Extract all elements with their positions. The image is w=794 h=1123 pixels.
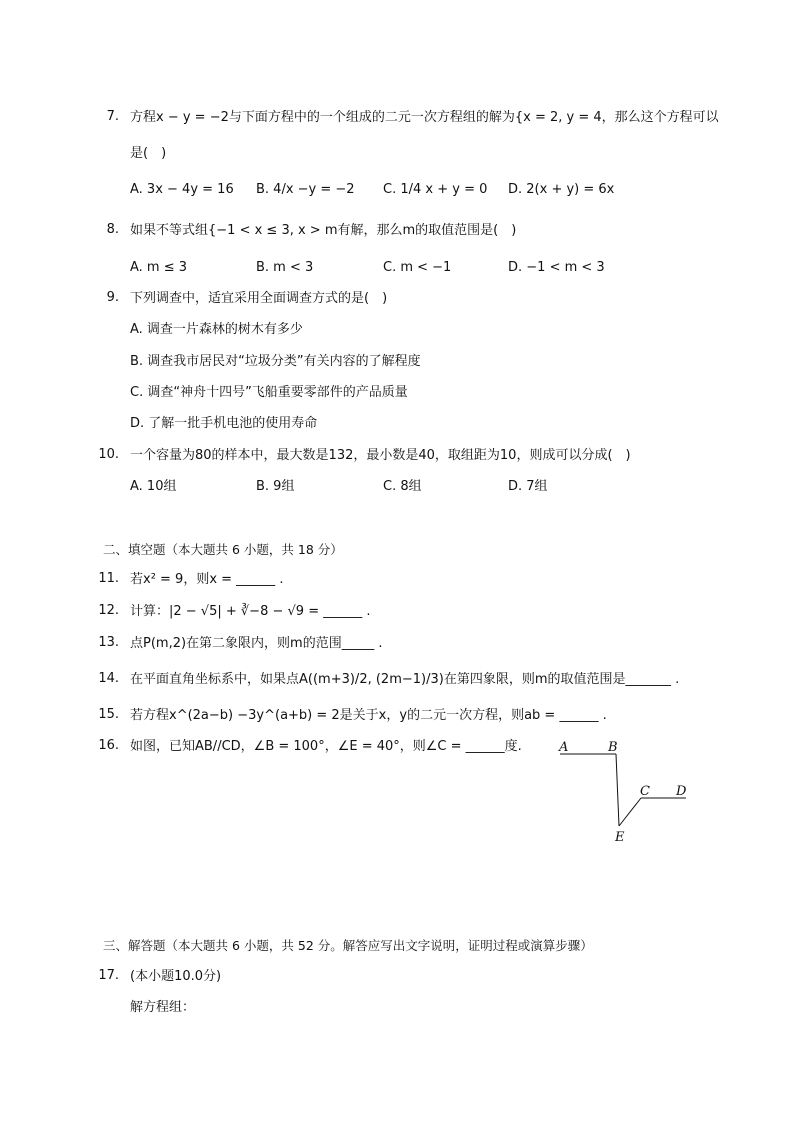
option-a: A. 10组 <box>130 479 177 494</box>
option-d: D. 7组 <box>508 479 548 494</box>
section-heading-solution: 三、解答题（本大题共 6 小题，共 52 分。解答应写出文字说明，证明过程或演算步骤） <box>103 938 593 953</box>
option-d: D. 了解一批手机电池的使用寿命 <box>130 416 318 431</box>
question-number: 12. <box>98 603 119 618</box>
option-b: B. 调查我市居民对“垃圾分类”有关内容的了解程度 <box>130 354 421 369</box>
label-a: A <box>559 740 569 755</box>
question-text: 点P(m,2)在第二象限内，则m的范围_____ . <box>130 636 383 651</box>
label-b: B <box>608 740 618 755</box>
option-d: D. −1 < m < 3 <box>508 260 605 275</box>
question-number: 7. <box>106 109 119 124</box>
option-c: C. m < −1 <box>383 260 452 275</box>
option-b: B. 4/x −y = −2 <box>256 182 355 197</box>
label-e: E <box>615 830 625 845</box>
question-number: 15. <box>98 707 119 722</box>
question-text: 下列调查中，适宜采用全面调查方式的是( ) <box>130 291 388 306</box>
question-number: 11. <box>98 571 119 586</box>
geometry-diagram <box>550 732 700 847</box>
option-c: C. 8组 <box>383 479 422 494</box>
option-a: A. m ≤ 3 <box>130 260 188 275</box>
question-text-continued: 是( ) <box>130 146 167 161</box>
segment-be <box>616 754 619 826</box>
option-c: C. 1/4 x + y = 0 <box>383 182 488 197</box>
question-number: 14. <box>98 671 119 686</box>
question-text: 若x² = 9，则x = ______ . <box>130 572 284 587</box>
question-number: 16. <box>98 738 119 753</box>
option-a: A. 3x − 4y = 16 <box>130 182 234 197</box>
question-number: 9. <box>106 290 119 305</box>
segment-ec <box>619 798 641 826</box>
question-text: 若方程x^(2a−b) −3y^(a+b) = 2是关于x，y的二元一次方程，则ab = ______ . <box>130 708 607 723</box>
label-d: D <box>676 784 687 799</box>
question-text: 计算：|2 − √5| + ∛−8 − √9 = ______ . <box>130 604 371 619</box>
question-number: 10. <box>98 447 119 462</box>
option-c: C. 调查“神舟十四号”飞船重要零部件的产品质量 <box>130 385 408 400</box>
question-number: 13. <box>98 635 119 650</box>
question-text: 在平面直角坐标系中，如果点A((m+3)/2, (2m−1)/3)在第四象限，则m的取值范围是_______ . <box>130 672 680 687</box>
option-d: D. 2(x + y) = 6x <box>508 182 615 197</box>
question-text: 如图，已知AB//CD，∠B = 100°，∠E = 40°，则∠C = ______度. <box>130 739 522 754</box>
question-number: 8. <box>106 222 119 237</box>
question-text: 一个容量为80的样本中，最大数是132，最小数是40，取组距为10，则成可以分成( ) <box>130 448 631 463</box>
question-subtext: 解方程组： <box>130 1000 196 1015</box>
question-text: (本小题10.0分) <box>130 969 222 984</box>
option-a: A. 调查一片森林的树木有多少 <box>130 322 303 337</box>
option-b: B. 9组 <box>256 479 295 494</box>
section-heading-fill-in: 二、填空题（本大题共 6 小题，共 18 分） <box>103 542 343 557</box>
question-text: 方程x − y = −2与下面方程中的一个组成的二元一次方程组的解为{x = 2, y = 4，那么这个方程可以 <box>130 110 719 125</box>
label-c: C <box>640 784 650 799</box>
question-text: 如果不等式组{−1 < x ≤ 3, x > m有解，那么m的取值范围是( ) <box>130 223 517 238</box>
option-b: B. m < 3 <box>256 260 314 275</box>
question-number: 17. <box>98 968 119 983</box>
